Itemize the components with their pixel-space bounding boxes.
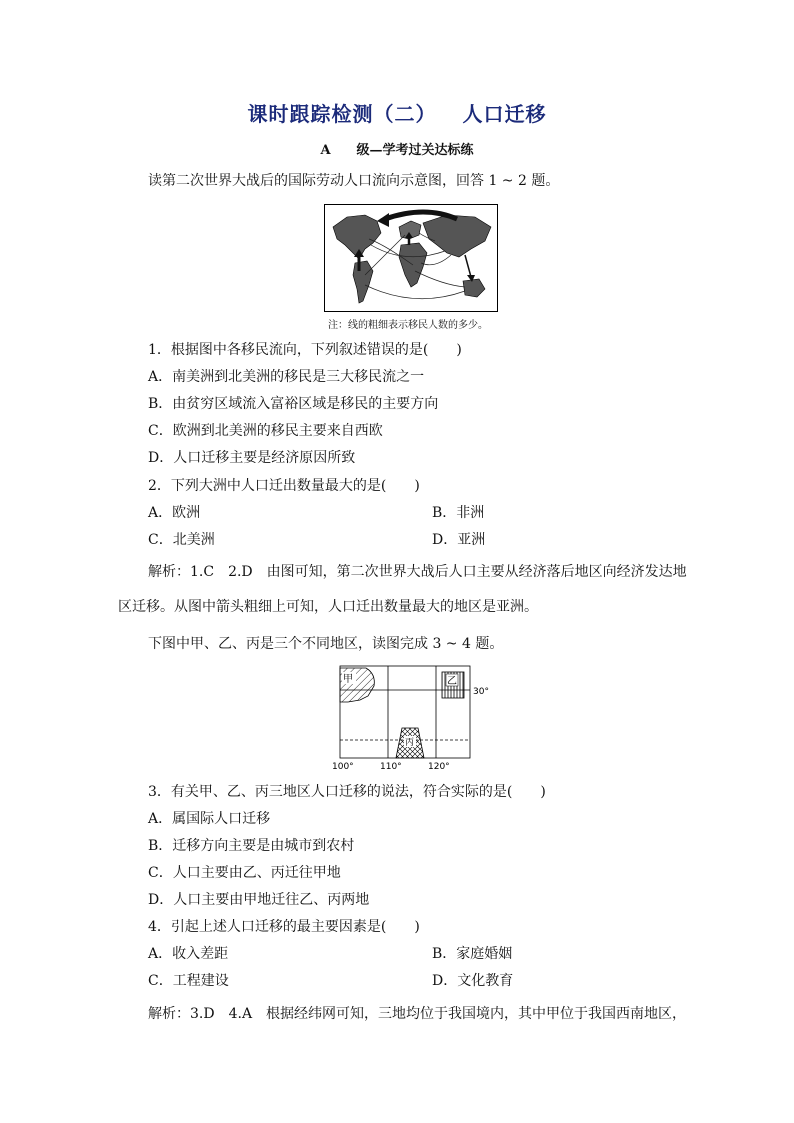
lon-110-label: 110° xyxy=(380,762,402,772)
section-name: 级—学考过关达标练 xyxy=(356,143,474,158)
question-4-option-d: D．文化教育 xyxy=(432,973,514,989)
intro-q1-2: 读第二次世界大战后的国际劳动人口流向示意图，回答 1 ~ 2 题。 xyxy=(148,173,560,189)
question-4-option-b: B．家庭婚姻 xyxy=(432,946,513,962)
australia-shape xyxy=(463,279,485,297)
question-3-option-b: B．迁移方向主要是由城市到农村 xyxy=(148,838,355,854)
section-letter: A xyxy=(320,143,331,158)
question-1-option-d: D．人口迁移主要是经济原因所致 xyxy=(148,450,356,466)
migration-map xyxy=(325,205,497,311)
migration-map-figure xyxy=(324,204,498,312)
map-note: 注：线的粗细表示移民人数的多少。 xyxy=(328,320,488,331)
south-america-shape xyxy=(353,261,373,303)
analysis-2-line-1: 解析：3.D 4.A 根据经纬网可知，三地均位于我国境内，其中甲位于我国西南地区， xyxy=(148,1006,687,1022)
region-bing-label: 丙 xyxy=(405,738,415,748)
question-2-stem: 2．下列大洲中人口迁出数量最大的是( ) xyxy=(148,478,420,494)
title-main: 课时跟踪检测（二） xyxy=(247,102,437,126)
question-1-option-b: B．由贫穷区域流入富裕区域是移民的主要方向 xyxy=(148,396,439,412)
question-4-option-a: A．收入差距 xyxy=(148,946,229,962)
section-heading xyxy=(0,139,794,158)
question-2-option-a: A．欧洲 xyxy=(148,505,201,521)
question-2-option-b: B．非洲 xyxy=(432,505,485,521)
question-4-option-c: C．工程建设 xyxy=(148,973,229,989)
region-grid-figure xyxy=(330,664,500,774)
question-4-stem: 4．引起上述人口迁移的最主要因素是( ) xyxy=(148,919,420,935)
region-grid xyxy=(330,664,500,774)
thin-migration-line-3 xyxy=(415,271,465,287)
arrow-asia-australia xyxy=(465,255,471,277)
question-1-option-c: C．欧洲到北美洲的移民主要来自西欧 xyxy=(148,423,383,439)
asia-shape xyxy=(423,215,491,257)
question-3-stem: 3．有关甲、乙、丙三地区人口迁移的说法，符合实际的是( ) xyxy=(148,784,546,800)
question-3-option-d: D．人口主要由甲地迁往乙、丙两地 xyxy=(148,892,370,908)
region-jia-label: 甲 xyxy=(343,674,353,685)
lon-120-label: 120° xyxy=(428,762,450,772)
intro-q3-4: 下图中甲、乙、丙是三个不同地区，读图完成 3 ~ 4 题。 xyxy=(148,636,504,652)
question-1-option-a: A．南美洲到北美洲的移民是三大移民流之一 xyxy=(148,369,425,385)
analysis-1-line-1: 解析：1.C 2.D 由图可知，第二次世界大战后人口主要从经济落后地区向经济发达地 xyxy=(148,564,687,580)
question-3-option-c: C．人口主要由乙、丙迁往甲地 xyxy=(148,865,341,881)
thick-arrow-head xyxy=(377,213,389,227)
title-topic: 人口迁移 xyxy=(462,102,547,126)
analysis-1-line-2: 区迁移。从图中箭头粗细上可知，人口迁出数量最大的地区是亚洲。 xyxy=(118,599,538,615)
question-2-option-d: D．亚洲 xyxy=(432,532,486,548)
question-3-option-a: A．属国际人口迁移 xyxy=(148,811,271,827)
question-2-option-c: C．北美洲 xyxy=(148,532,215,548)
region-yi-label: 乙 xyxy=(447,676,457,687)
page-title xyxy=(0,98,794,127)
thin-migration-line-4 xyxy=(365,285,465,299)
lat-30-label: 30° xyxy=(473,687,489,697)
lon-100-label: 100° xyxy=(332,762,354,772)
question-1-stem: 1．根据图中各移民流向，下列叙述错误的是( ) xyxy=(148,342,462,358)
